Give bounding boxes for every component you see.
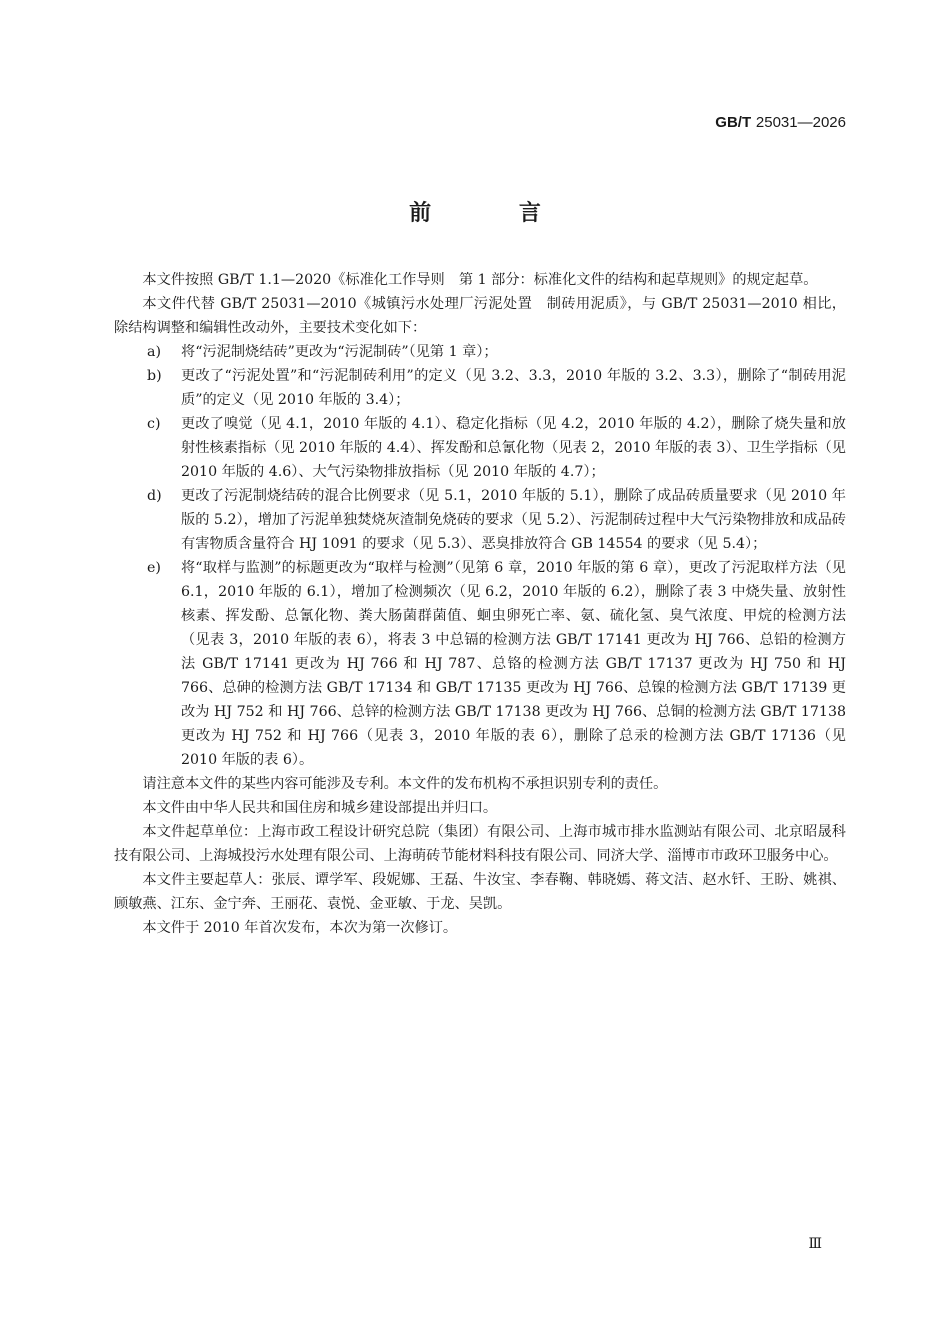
standard-code bbox=[715, 113, 846, 131]
list-item bbox=[114, 484, 846, 556]
list-item bbox=[114, 556, 846, 772]
list-item-label: c) bbox=[147, 416, 161, 432]
list-item-text: 更改了污泥制烧结砖的混合比例要求（见 5.1，2010 年版的 5.1），删除了成品砖质量要求（见 2010 年版的 5.2），增加了污泥单独焚烧灰渣制免烧砖的要求（见 5.2）、污泥制砖过程中大气污染物排放和成品砖有害物质含量符合 HJ 1091 的要求（见 5.3）、恶臭排放符合 GB 14554 的要求（见 5.4）； bbox=[181, 488, 846, 552]
paragraph-proposer: 本文件由中华人民共和国住房和城乡建设部提出并归口。 bbox=[142, 800, 498, 816]
list-item bbox=[114, 340, 846, 364]
list-item bbox=[114, 364, 846, 412]
list-item-label: a) bbox=[147, 344, 161, 360]
paragraph-drafting-units: 本文件起草单位：上海市政工程设计研究总院（集团）有限公司、上海市城市排水监测站有限公司、北京昭晟科技有限公司、上海城投污水处理有限公司、上海萌砖节能材料科技有限公司、同济大学、淄博市市政环卫服务中心。 bbox=[114, 824, 846, 864]
page-title: 前 言 bbox=[409, 201, 581, 226]
list-item-text: 将“污泥制烧结砖”更改为“污泥制砖”（见第 1 章）； bbox=[181, 344, 498, 360]
paragraph-replacement: 本文件代替 GB/T 25031—2010《城镇污水处理厂污泥处置 制砖用泥质》，与 GB/T 25031—2010 相比，除结构调整和编辑性改动外，主要技术变化如下： bbox=[114, 296, 846, 336]
list-item-label: d) bbox=[147, 488, 162, 504]
paragraph-drafters: 本文件主要起草人：张辰、谭学军、段妮娜、王磊、牛汝宝、李春鞠、韩晓嫣、蒋文洁、赵水钎、王盼、姚祺、顾敏燕、江东、金宁奔、王丽花、袁悦、金亚敏、于龙、吴凯。 bbox=[114, 872, 846, 912]
list-item-text: 更改了“污泥处置”和“污泥制砖利用”的定义（见 3.2、3.3，2010 年版的 3.2、3.3），删除了“制砖用泥质”的定义（见 2010 年版的 3.4）； bbox=[181, 368, 846, 408]
list-item-text: 将“取样与监测”的标题更改为“取样与检测”（见第 6 章，2010 年版的第 6 章），更改了污泥取样方法（见 6.1，2010 年版的 6.1），增加了检测频次（见 6.2，2010 年版的 6.2），删除了表 3 中烧失量、放射性核素、挥发酚、总氰化物、粪大肠菌群菌值、蛔虫卵死亡率、氨、硫化氢、臭气浓度、甲烷的检测方法（见表 3，2010 年版的表 6），将表 3 中总镉的检测方法 GB/T 17141 更改为 HJ 766、总铅的检测方法 GB/T 17141 更改为 HJ 766 和 HJ 787、总铬的检测方法 GB/T 17137 更改为 HJ 750 和 HJ 766、总砷的检测方法 GB/T 17134 和 GB/T 17135 更改为 HJ 766、总镍的检测方法 GB/T 17139 更改为 HJ 752 和 HJ 766、总锌的检测方法 GB/T 17138 更改为 HJ 766、总铜的检测方法 GB/T 17138 更改为 HJ 752 和 HJ 766（见表 3，2010 年版的表 6），删除了总汞的检测方法 GB/T 17136（见 2010 年版的表 6）。 bbox=[181, 560, 846, 768]
document-body bbox=[114, 268, 846, 940]
page-number: Ⅲ bbox=[808, 1236, 822, 1252]
list-item bbox=[114, 412, 846, 484]
list-item-text: 更改了嗅觉（见 4.1，2010 年版的 4.1）、稳定化指标（见 4.2，2010 年版的 4.2），删除了烧失量和放射性核素指标（见 2010 年版的 4.4）、挥发酚和总氰化物（见表 2，2010 年版的表 3）、卫生学指标（见 2010 年版的 4.6）、大气污染物排放指标（见 2010 年版的 4.7）； bbox=[181, 416, 846, 480]
paragraph-drafting-rules: 本文件按照 GB/T 1.1—2020《标准化工作导则 第 1 部分：标准化文件的结构和起草规则》的规定起草。 bbox=[142, 272, 818, 288]
list-item-label: e) bbox=[147, 560, 161, 576]
list-item-label: b) bbox=[147, 368, 162, 384]
standard-code-number: 25031—2026 bbox=[755, 114, 846, 131]
paragraph-history: 本文件于 2010 年首次发布，本次为第一次修订。 bbox=[142, 920, 458, 936]
standard-code-prefix: GB/T bbox=[715, 114, 752, 131]
paragraph-patent-notice: 请注意本文件的某些内容可能涉及专利。本文件的发布机构不承担识别专利的责任。 bbox=[142, 776, 668, 792]
